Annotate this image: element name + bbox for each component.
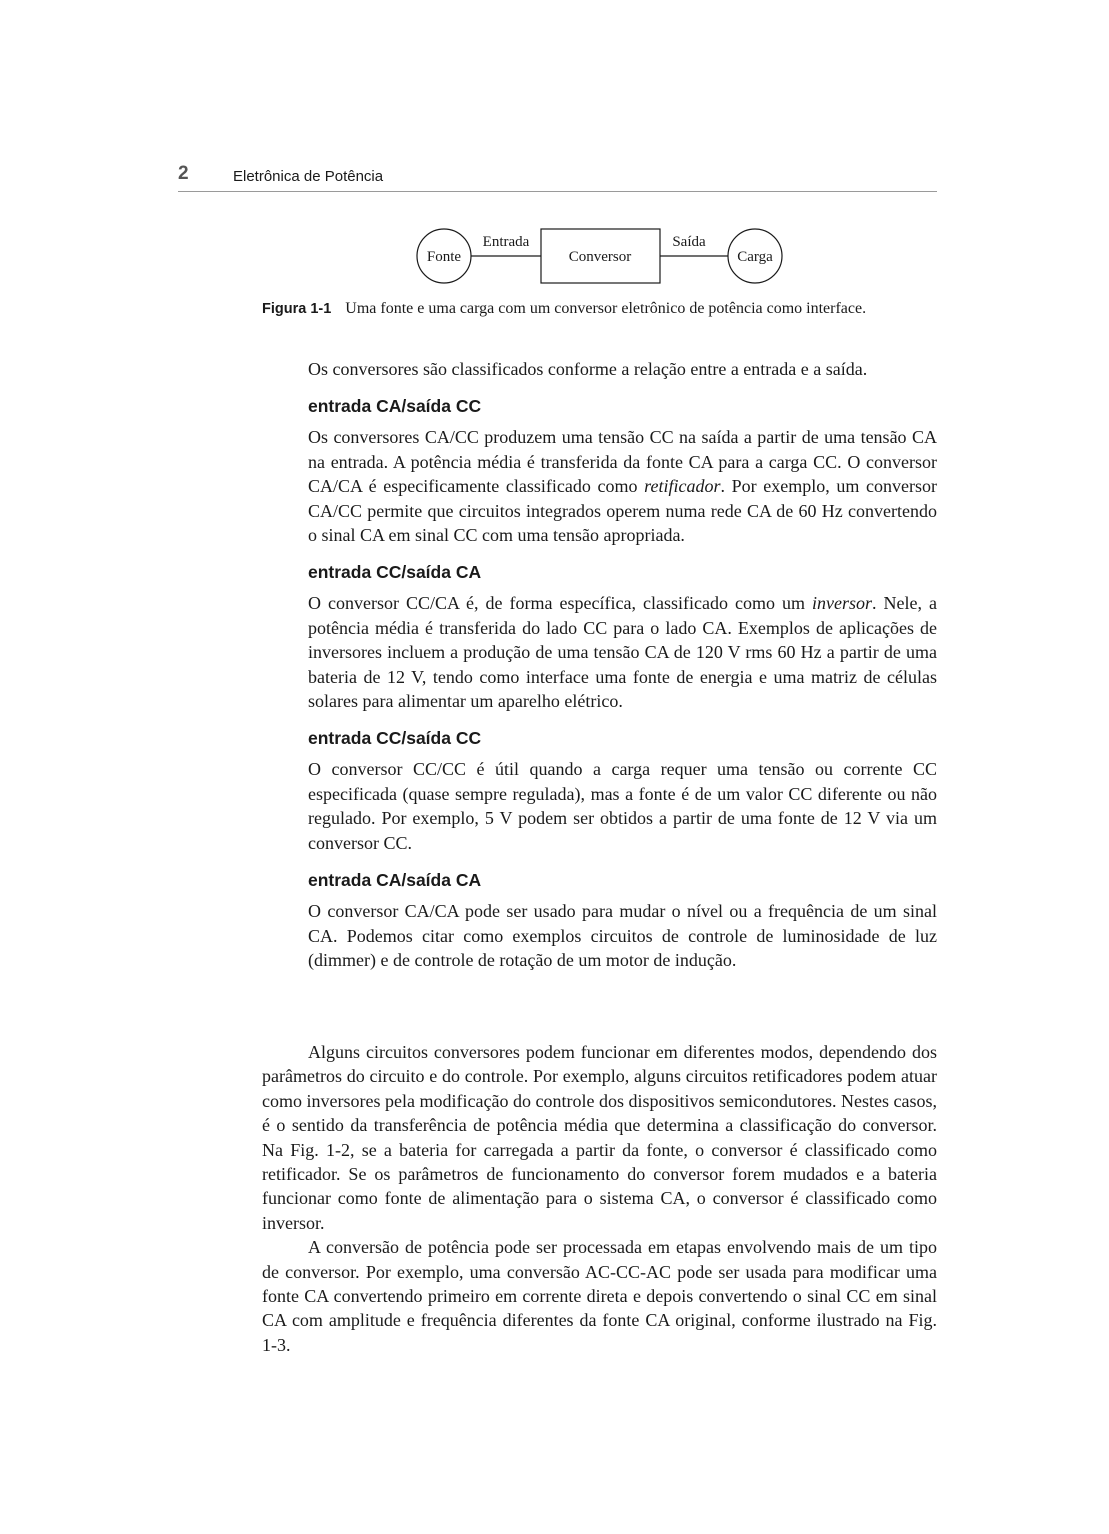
section-heading: entrada CA/saída CA bbox=[308, 870, 482, 891]
figure-diagram bbox=[400, 222, 790, 292]
section-paragraph bbox=[308, 591, 937, 713]
text-run: . Nele, a potência média é transferida do lado CC para o lado CA. Exemplos de aplicações de inversores incluem a produção de uma tensão CA de 120 V rms 60 Hz a partir de uma bateria de 12 V, tendo como interface uma fonte de energia e uma matriz de células solares para alimentar um aparelho elétrico. bbox=[308, 593, 937, 712]
body-paragraph: A conversão de potência pode ser processada em etapas envolvendo mais de um tipo de conversor. Por exemplo, uma conversão AC-CC-AC pode ser usada para modificar uma fonte CA convertendo primeiro em corrente direta e depois convertendo o sinal CC em sinal CA com amplitude e frequência diferentes da fonte CA original, conforme ilustrado na Fig. 1-3. bbox=[262, 1237, 937, 1355]
converter-label: Conversor bbox=[568, 249, 632, 265]
source-label: Fonte bbox=[426, 249, 462, 265]
running-title: Eletrônica de Potência bbox=[233, 168, 384, 185]
output-label: Saída bbox=[672, 234, 706, 250]
body-paragraph: Alguns circuitos conversores podem funcionar em diferentes modos, dependendo dos parâmetros do circuito e do controle. Por exemplo, alguns circuitos retificadores podem atuar como inversores pela modificação do controle dos dispositivos semicondutores. Nestes casos, é o sentido da transferência de potência média que determina a classificação do conversor. Na Fig. 1-2, se a bateria for carregada a partir da fonte, o conversor é classificado como retificador. Se os parâmetros de funcionamento do conversor forem mudados e a bateria funcionar como fonte de alimentação para o sistema CA, o conversor é classificado como inversor. bbox=[262, 1042, 937, 1233]
page-header bbox=[178, 163, 937, 192]
section-paragraph: O conversor CC/CC é útil quando a carga requer uma tensão ou corrente CC especificada (quase sempre regulada), mas a fonte é de um valor CC diferente ou não regulado. Por exemplo, 5 V podem ser obtidos a partir de uma fonte de 12 V via um conversor CC. bbox=[308, 759, 937, 853]
section-heading: entrada CA/saída CC bbox=[308, 396, 482, 417]
text-run: O conversor CC/CA é, de forma específica, classificado como um bbox=[308, 593, 812, 614]
input-label: Entrada bbox=[482, 234, 530, 250]
load-label: Carga bbox=[737, 249, 773, 265]
section-paragraph bbox=[308, 425, 937, 547]
caption-text: Uma fonte e uma carga com um conversor eletrônico de potência como interface. bbox=[345, 300, 867, 317]
emphasis-term: retificador bbox=[644, 476, 721, 497]
section-paragraph: O conversor CA/CA pode ser usado para mudar o nível ou a frequência de um sinal CA. Podemos citar como exemplos circuitos de controle de luminosidade de luz (dimmer) e de controle de rotação de um motor de indução. bbox=[308, 901, 937, 970]
text-run: Os conversores CA/CC produzem uma tensão CC na saída a partir de uma tensão CA na entrada. A potência média é transferida da fonte CA para a carga CC. O conversor CA/CA é especificamente classificado como bbox=[308, 427, 937, 497]
intro-paragraph: Os conversores são classificados conforme a relação entre a entrada e a saída. bbox=[308, 359, 868, 379]
figure-caption bbox=[262, 300, 962, 318]
section-heading: entrada CC/saída CA bbox=[308, 562, 482, 583]
section-heading: entrada CC/saída CC bbox=[308, 728, 482, 749]
emphasis-term: inversor bbox=[812, 593, 872, 614]
page-number: 2 bbox=[178, 163, 189, 184]
caption-label: Figura 1-1 bbox=[262, 301, 332, 317]
body-text bbox=[262, 1040, 937, 1357]
classification-list bbox=[308, 357, 937, 972]
text-run: . Por exemplo, um conversor CA/CC permite que circuitos integrados operem numa rede CA de 60 Hz convertendo o sinal CA em sinal CC com uma tensão apropriada. bbox=[308, 476, 937, 546]
